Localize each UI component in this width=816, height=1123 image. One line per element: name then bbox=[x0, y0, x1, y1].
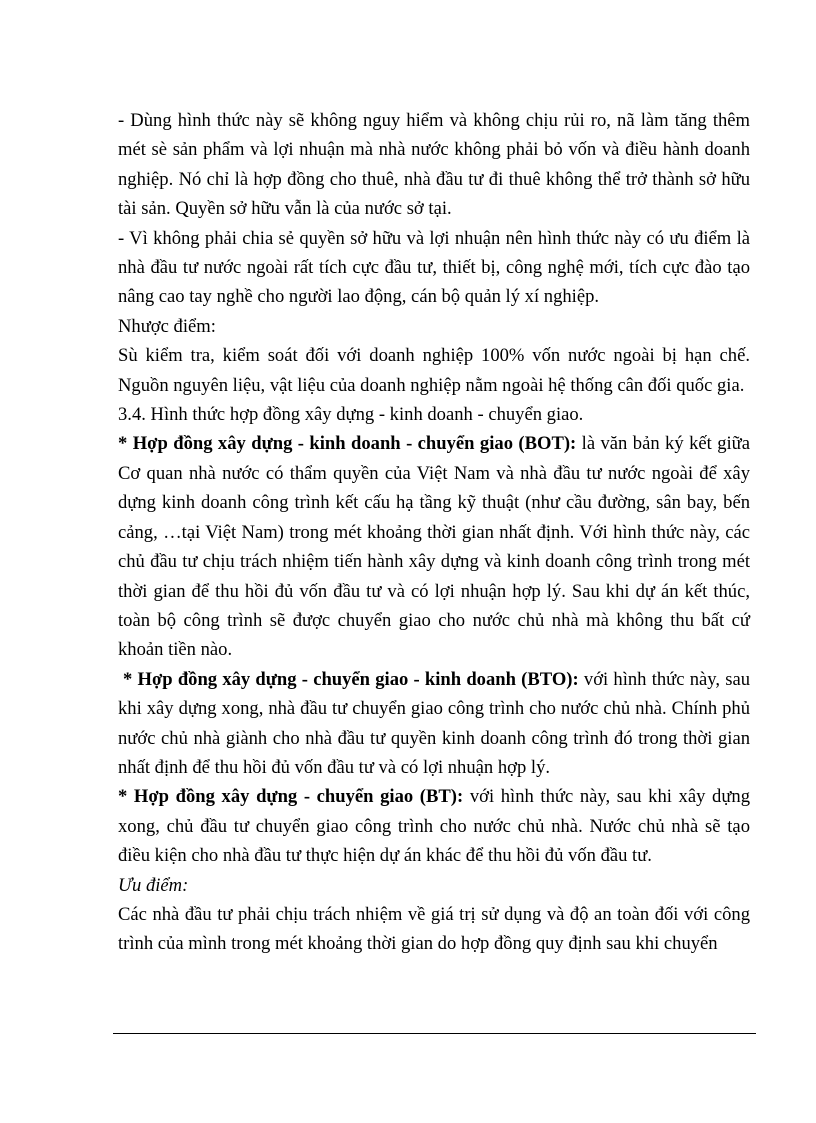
paragraph-lease-advantages-1 bbox=[118, 106, 750, 224]
paragraph-bot bbox=[118, 429, 750, 664]
heading-disadvantages bbox=[118, 312, 750, 341]
paragraph-disadvantages bbox=[118, 341, 750, 400]
paragraph-bto bbox=[118, 665, 750, 783]
bot-term: * Hợp đồng xây dựng - kinh doanh - chuyển giao (BOT): bbox=[118, 433, 577, 455]
document-body bbox=[118, 106, 750, 959]
paragraph-text: Sù kiểm tra, kiểm soát đối với doanh nghiệp 100% vốn nước ngoài bị hạn chế. Nguồn nguyên liệu, vật liệu của doanh nghiệp nằm ngoài hệ thống cân đối quốc gia. bbox=[118, 345, 750, 396]
paragraph-text: - Vì không phải chia sẻ quyền sở hữu và lợi nhuận nên hình thức này có ưu điểm là nhà đầu tư nước ngoài rất tích cực đầu tư, thiết bị, công nghệ mới, tích cực đào tạo nâng cao tay nghề cho người lao động, cán bộ quản lý xí nghiệp. bbox=[118, 227, 750, 308]
paragraph-text: Các nhà đầu tư phải chịu trách nhiệm về giá trị sử dụng và độ an toàn đối với công trình của mình trong mét khoảng thời gian do hợp đồng quy định sau khi chuyển bbox=[118, 903, 750, 955]
paragraph-text: Nhược điểm: bbox=[118, 315, 216, 337]
paragraph-bt bbox=[118, 782, 750, 870]
paragraph-text: là văn bản ký kết giữa Cơ quan nhà nước có thẩm quyền của Việt Nam và nhà đầu tư nước ngoài để xây dựng kinh doanh công trình kết cấu hạ tầng kỹ thuật (như cầu đường, sân bay, bến cảng, …tại Việt Nam) trong mét khoảng thời gian nhất định. Với hình thức này, các chủ đầu tư chịu trách nhiệm tiến hành xây dựng và kinh doanh công trình trong mét thời gian để thu hồi đủ vốn đầu tư và có lợi nhuận hợp lý. Sau khi dự án kết thúc, toàn bộ công trình sẽ được chuyển giao cho nước chủ nhà mà không thu bất cứ khoản tiền nào. bbox=[118, 433, 750, 661]
paragraph-lease-advantages-2 bbox=[118, 224, 750, 312]
bto-term: * Hợp đồng xây dựng - chuyển giao - kinh doanh (BTO): bbox=[123, 668, 579, 690]
paragraph-text: Ưu điểm: bbox=[118, 874, 189, 896]
bt-term: * Hợp đồng xây dựng - chuyển giao (BT): bbox=[118, 786, 464, 808]
paragraph-text: với hình thức này, sau khi xây dựng xong, chủ đầu tư chuyển giao công trình cho nước chủ nhà. Nước chủ nhà sẽ tạo điều kiện cho nhà đầu tư thực hiện dự án khác để thu hồi đủ vốn đầu tư. bbox=[118, 786, 751, 867]
paragraph-text: với hình thức này, sau khi xây dựng xong, nhà đầu tư chuyển giao công trình cho nước chủ nhà. Chính phủ nước chủ nhà giành cho nhà đầu tư quyền kinh doanh công trình đó trong thời gian nhất định để thu hồi đủ vốn đầu tư và có lợi nhuận hợp lý. bbox=[118, 668, 750, 778]
footer-divider bbox=[113, 1033, 756, 1034]
paragraph-text: - Dùng hình thức này sẽ không nguy hiểm và không chịu rủi ro, nã làm tăng thêm mét sè sản phẩm và lợi nhuận mà nhà nước không phải bỏ vốn và điều hành doanh nghiệp. Nó chỉ là hợp đồng cho thuê, nhà đầu tư đi thuê không thể trở thành sở hữu tài sản. Quyền sở hữu vẫn là của nước sở tại. bbox=[118, 110, 750, 220]
paragraph-text: 3.4. Hình thức hợp đồng xây dựng - kinh doanh - chuyển giao. bbox=[118, 404, 584, 426]
paragraph-advantages bbox=[118, 900, 750, 959]
section-heading-3-4 bbox=[118, 400, 750, 429]
heading-advantages bbox=[118, 871, 750, 900]
